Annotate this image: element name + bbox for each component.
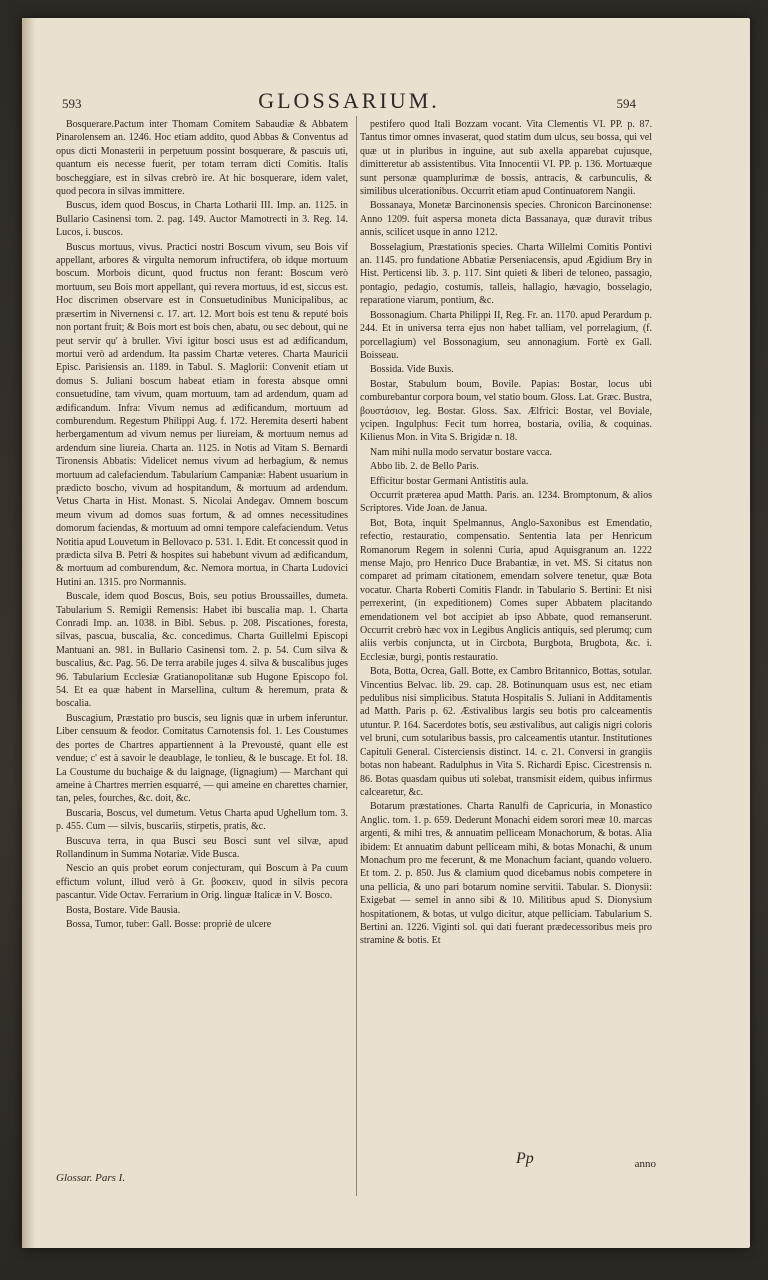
entry-paragraph: Bosta, Bostare. Vide Bausia. <box>66 904 181 916</box>
entry-paragraph: Botarum præstationes. Charta Ranulfi de Capricuria, in Monastico Anglic. tom. 1. p. 659. Dederunt Monachi eidem sorori meæ 10. marcas argenti, & mihi tres, & annuatim pelliceam Monachorum, & botas. Alia ibidem: Et annuatim dabunt pelliceam mihi, & botas Monachi, & unum Monachum pro me fecerunt, & me Monachum faciant, quando voluero. Et tom. 2. p. 850. Jus & clamium quod dicebamus nobis competere in una pellicia, & uno pari botarum nomine servitii. Tabular. S. Dionysii: Exigebat — semel in anno sibi & 10. Militibus apud S. Dionysium hospitationem, & botas, ut vulgo dicitur, atque pelliciam. Tabularium S. Bertini an. 1226. Viginti sol. qui dati fuerant prædecessoribus meis pro stramine & botis. Et <box>360 801 652 947</box>
catchword: anno <box>634 1158 656 1170</box>
verse-line: Efficitur bostar Germani Antistitis aula. <box>370 475 529 487</box>
entry-paragraph: Buscus, idem quod Boscus, in Charta Lotharii III. Imp. an. 1125. in Bullario Casinensi tom. 2. pag. 149. Auctor Mamotrecti in 3. Reg. 14. Lucos, i. buscos. <box>56 200 348 239</box>
volume-label: Glossar. Pars I. <box>56 1172 126 1184</box>
entry-paragraph: Bot, Bota, inquit Spelmannus, Anglo-Saxonibus est Emendatio, refectio, restauratio, compensatio. Sententia lata per Henricum Romanorum Regem in solenni Curia, apud Aquisgranum an. 1222 mense Majo, pro Henrico Duce Brabantiæ, in vet. MS. Si citatus non comparet ad primam citationem, emendam solvere tenetur, quæ Bota vocatur. Charta Roberti Comitis Flandr. in Tabulario S. Bertini: Et nisi perrexerint, (in expeditionem) Comes super Abbatem placitando emendationem vel bot accipiet ab ipso Abbate, quod remanserunt. Occurrit crebrò hæc vox in Legibus Anglicis antiquis, sed plerumq; cum aliis verbis conjuncta, ut in Circbota, Burgbota, Brugbota, &c. i. Ecclesiæ, burgi, pontis restauratio. <box>360 517 652 663</box>
entry-paragraph: Bossa, Tumor, tuber: Gall. Bosse: propriè de ulcere <box>66 918 272 930</box>
entry-paragraph: Bossonagium. Charta Philippi II, Reg. Fr. an. 1170. apud Perardum p. 244. Et in universa terra ejus non habet talliam, vel porrelagium, (f. porcellagium) vel Bossonagium, seu annonagium. Fortè ex Gall. Boisseau. <box>360 309 652 361</box>
left-column <box>56 118 348 1224</box>
entry-paragraph: Occurrit præterea apud Matth. Paris. an. 1234. Bromptonum, & alios Scriptores. Vide Joan. de Janua. <box>360 489 652 515</box>
entry-paragraph: Bostar, Stabulum boum, Bovile. Papias: Bostar, locus ubi comburebantur corpora boum, vel statio boum. Gloss. Lat. Græc. Bustra, βουστάσιον, leg. Bostar. Gloss. Sax. Ælfrici: Bostar, vel Boviale, ycipen. Ingulphus: Fecit tum horrea, bostaria, ovilia, & coquinas. Kilienus Mon. in Vita S. Brigidæ n. 18. <box>360 378 652 444</box>
right-column <box>360 118 652 1224</box>
entry-paragraph: pestifero quod Itali Bozzam vocant. Vita Clementis VI. PP. p. 87. Tantus timor omnes invaserat, quod statim dum ulcus, seu bossa, qui vel quæ ut in pluribus in inguine, aut sub axella apparebat cujusque, dimitteretur ab assistentibus. Vita Innocentii VI. PP. p. 136. Mortuæque sunt personæ quamplurimæ de bossis, antracis, & carbunculis, & similibus ulcerationibus. Occurrit etiam apud Continuatorem Nangii. <box>360 119 652 198</box>
page-number-left: 593 <box>62 96 82 111</box>
entry-paragraph: Buscagium, Præstatio pro buscis, seu lignis quæ in urbem inferuntur. Liber censuum & feodor. Comitatus Carnotensis fol. 1. Les Coustumes des portes de Chartres appartiennent à la Prevousté, quant elle est vendue; c' est à savoir le deaublage, le tonlieu, & le buscage. Et fol. 18. La Coustume du buchaige & du laignage, (lignagium) — Marchant qui ameine à Chartres merrien esquarré, — qui ameine en charettes charnier, tan, peles, fourches, &c. doit, &c. <box>56 712 348 805</box>
running-title: GLOSSARIUM. <box>258 88 440 113</box>
entry-paragraph: Buscus mortuus, vivus. Practici nostri Boscum vivum, seu Bois vif appellant, arbores & virgulta nemorum infructifera, ob idque mortuum boscum. Morbois dicunt, quod fructus non ferant: Boscum verò mortuum, seu Bois mort appellant, qui revera mortuus, id est, siccus est. Hoc discrimen observare est in Consuetudinibus Municipalibus, ac præsertim in Nivernensi c. 17. art. 12. Mort bois est tenu & reputé bois non portant fruit; & Bois mort est bois chen, abatu, ou sec debout, qui ne peut servir qu' à bruller. Vivi igitur bosci usus est ad ædificandum, mortui verò ad ardendum. Ita passim Chartæ veteres. Charta Mauricii Episc. Parisiensis an. 1189. in Tabul. S. Maglorii: Convenit etiam ut domus S. Juliani boscum habeat etiam in foresta absque omni consuetudine, tam vivum, quam mortuum, tam ad ardendum, quam ad ædificandum. Infra: Vivum nemus ad ædificandum, mortuum ad comburendum. Regestum Philippi Aug. f. 172. Heremita deserti habent herbergamentum ad vivum nemus per liureiam, & mortuum nemus ad ardendum sine liureia. Charta an. 1125. in Notis ad Vitam S. Bernardi Tironensis Abbatis: Videlicet nemus vivum ad herbagium, & nemus mortuum ad calefaciendum. Tabularium Campaniæ: Habent usuarium in prædicto boscho, vivum ad hospitandum, & mortuum ad ardendum. Vetus Charta in Hist. Monast. S. Nicolai Andegav. Omnem boscum meum vivum ad domos suas fortum, & ad omnes necessitudines domorum faciendas, & mortuum ad omni tempore calefaciendum. Vetus Notitia apud Louvetum in Bellovaco p. 531. 1. Edit. Et concessit quod in prædicta silva B. Petri & hospites sui habebunt vivum ad ædificandum, & mortuum ad comburendum, &c. Nemora mortua, in Charta Ludovici Hutini an. 1315. pro Normannis. <box>56 241 348 588</box>
binding-gutter <box>22 18 36 1248</box>
entry-paragraph: Buscuva terra, in qua Busci seu Bosci sunt vel silvæ, apud Rollandinum in Summa Notariæ. Vide Busca. <box>56 835 348 860</box>
entry-paragraph: Buscale, idem quod Boscus, Bois, seu potius Broussailles, dumeta. Tabularium S. Remigii Remensis: Habet ibi buscalia map. 1. Charta Conradi Imp. an. 1038. in Bibl. Sebus. p. 208. Piscationes, foresta, silvas, pascua, buscalia, &c. concedimus. Charta Guillelmi Episcopi Mantuani an. 981. in Bullario Casinensi tom. 2. p. 54. Cum silva & buscalius, &c. Pag. 56. De terra arabile juges 4. silva & buscalibus juges 96. Tabularium Ecclesiæ Gratianopolitanæ sub Hugone Episcopo fol. 54. Et ea quæ habent in Marsellina, cultum & heremum, prata & boscalia. <box>56 591 348 710</box>
entry-paragraph: Abbo lib. 2. de Bello Paris. <box>370 461 479 473</box>
entry-paragraph: Bossida. Vide Buxis. <box>370 364 454 376</box>
page-number-right: 594 <box>616 96 636 111</box>
entry-paragraph: Buscaria, Boscus, vel dumetum. Vetus Charta apud Ughellum tom. 3. p. 455. Cum — silvis, buscariis, stirpetis, pratis, &c. <box>56 807 348 833</box>
entry-paragraph: Bosselagium, Præstationis species. Charta Willelmi Comitis Pontivi an. 1145. pro fundatione Abbatiæ Perseniacensis, apud Ægidium Bry in Hist. Perticensi lib. 3. p. 117. Sint quieti & liberi de teloneo, passagio, pontagio, pedagio, costumis, talleis, hallagio, hævagio, bosselagio, reparatione viarum, pontium, &c. <box>360 241 652 307</box>
entry-paragraph: Nescio an quis probet eorum conjecturam, qui Boscum à Pa cuum effictum volunt, illud verò à Gr. βοσκειν, quod in silvis pecora pascantur. Vide Octav. Ferrarium in Orig. linguæ Italicæ in V. Bosco. <box>56 863 348 902</box>
page-header <box>62 84 636 112</box>
entry-paragraph: Bossanaya, Monetæ Barcinonensis species. Chronicon Barcinonense: Anno 1209. fuit aspersa moneta dicta Bassanaya, quæ duravit tribus annis, scilicet usque in anno 1212. <box>360 200 652 239</box>
signature-mark: Pp <box>516 1150 534 1167</box>
column-divider <box>356 116 357 1196</box>
page-footer <box>56 1150 656 1190</box>
verse-line: Nam mihi nulla modo servatur bostare vacca. <box>370 446 552 458</box>
book-page <box>22 18 750 1248</box>
entry-paragraph: Bota, Botta, Ocrea, Gall. Botte, ex Cambro Britannico, Bottas, sotular. Vincentius Belvac. lib. 29. cap. 28. Botinunquam usus est, nec etiam pedulibus nisi simplicibus. Statuta Hospitalis S. Juliani in Additamentis ad Matth. Paris p. 62. Æstivalibus largis seu botis pro calceamentis utuntur. P. 164. Sacerdotes botis, seu æstivalibus, aut caligis nigri coloris vel bruni, cum sotularibus bassis, pro calceamentis utantur. Institutiones Capituli General. Cisterciensis distinct. 14. c. 21. Conversi in grangiis botas non habeant. Radulphus in Vita S. Richardi Episc. Cicestrensis n. 86. Botas quasdam quibus uti solebat, transmisit eidem, quibus infirmus calcearetur, &c. <box>360 666 652 798</box>
entry-paragraph: Bosquerare.Pactum inter Thomam Comitem Sabaudiæ & Abbatem Pinarolensem an. 1246. Hoc etiam addito, quod Abbas & Conventus ad opus dicti Monasterii in perpetuum possint bosquerare, & pascuis uti, quantum eis necesse fuerit, per totam terram dicti Comitis. Italis boscheggiare, est in silvas crebrò ire. At hic bosquerare, idem valet, quod pecora in silvas immittere. <box>56 119 348 198</box>
